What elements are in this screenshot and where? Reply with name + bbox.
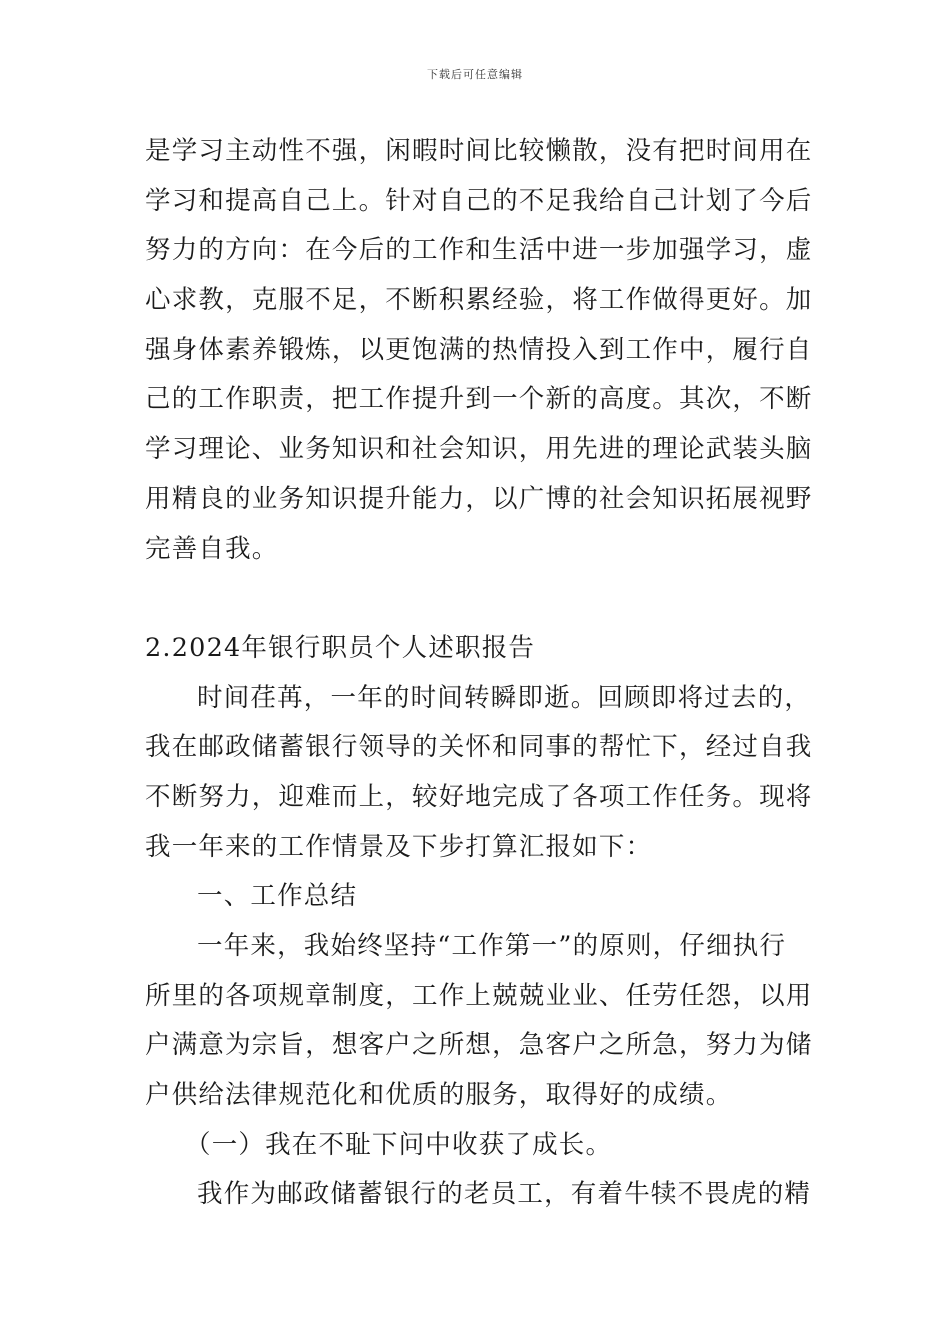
page-header: 下载后可任意编辑 bbox=[427, 68, 523, 81]
text-line: 所里的各项规章制度，工作上兢兢业业、任劳任怨，以用 bbox=[145, 980, 813, 1011]
text-line: 己的工作职责，把工作提升到一个新的高度。其次，不断 bbox=[145, 384, 813, 415]
text-line: 一年来，我始终坚持“工作第一”的原则，仔细执行 bbox=[197, 931, 787, 961]
text-line: 我在邮政储蓄银行领导的关怀和同事的帮忙下，经过自我 bbox=[145, 732, 813, 763]
text-line: 是学习主动性不强，闲暇时间比较懒散，没有把时间用在 bbox=[145, 136, 813, 166]
subheading: （一）我在不耻下问中收获了成长。 bbox=[185, 1129, 613, 1160]
paragraph bbox=[145, 127, 813, 574]
text-line: 用精良的业务知识提升能力，以广博的社会知识拓展视野 bbox=[145, 483, 813, 514]
text-line: 我作为邮政储蓄银行的老员工，有着牛犊不畏虎的精 bbox=[197, 1179, 812, 1210]
text-line: 户满意为宗旨，想客户之所想，急客户之所急，努力为储 bbox=[145, 1030, 813, 1061]
text-line: 不断努力，迎难而上，较好地完成了各项工作任务。现将 bbox=[145, 781, 813, 812]
text-line: 我一年来的工作情景及下步打算汇报如下： bbox=[145, 831, 653, 862]
section-title: 2.2024年银行职员个人述职报告 bbox=[145, 632, 536, 663]
document-body bbox=[145, 127, 813, 1220]
heading: 一、工作总结 bbox=[197, 881, 358, 912]
paragraph bbox=[145, 674, 813, 873]
text-line: 完善自我。 bbox=[145, 533, 279, 564]
text-line: 学习和提高自己上。针对自己的不足我给自己计划了今后 bbox=[145, 185, 813, 216]
paragraph bbox=[145, 1170, 810, 1220]
text-line: 强身体素养锻炼，以更饱满的热情投入到工作中，履行自 bbox=[145, 334, 813, 365]
text-line: 时间荏苒，一年的时间转瞬即逝。回顾即将过去的， bbox=[197, 682, 812, 713]
text-line: 户供给法律规范化和优质的服务，取得好的成绩。 bbox=[145, 1080, 733, 1111]
text-line: 心求教，克服不足，不断积累经验，将工作做得更好。加 bbox=[145, 285, 813, 316]
spacer bbox=[145, 574, 810, 624]
text-line: 努力的方向：在今后的工作和生活中进一步加强学习，虚 bbox=[145, 235, 813, 266]
paragraph bbox=[145, 922, 813, 1121]
text-line: 学习理论、业务知识和社会知识，用先进的理论武装头脑 bbox=[145, 434, 813, 465]
